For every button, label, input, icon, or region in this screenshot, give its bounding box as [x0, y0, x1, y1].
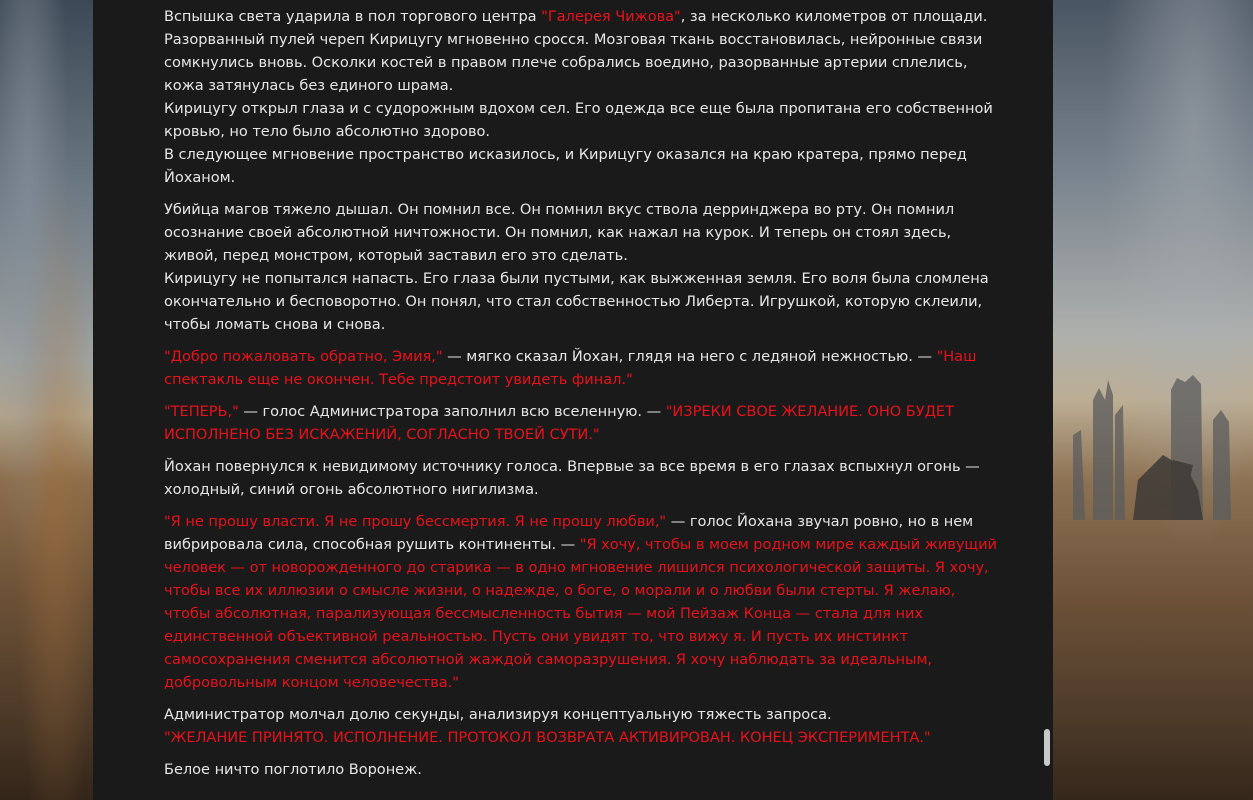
narration-text: Вспышка света ударила в пол торгового центра: [164, 8, 542, 25]
scrollbar[interactable]: [1042, 0, 1052, 800]
narration-text: , за несколько километров от площади.: [680, 8, 988, 25]
story-paragraph: [164, 758, 999, 781]
narration-text: Убийца магов тяжело дышал. Он помнил все. Он помнил вкус ствола дерринджера во рту. Он помнил осознание своей абсолютной ничтожности. Он помнил, как нажал на курок. И теперь он стоял здесь, живой, перед монстром, который заставил его это сделать.: [164, 201, 955, 264]
story-paragraph: [164, 455, 999, 501]
story-text: [164, 5, 999, 790]
highlighted-speech: "ЖЕЛАНИЕ ПРИНЯТО. ИСПОЛНЕНИЕ. ПРОТОКОЛ ВОЗВРАТА АКТИВИРОВАН. КОНЕЦ ЭКСПЕРИМЕНТА.": [164, 729, 931, 746]
story-paragraph: [164, 345, 999, 391]
story-text-panel: [93, 0, 1053, 800]
narration-text: Белое ничто поглотило Воронеж.: [164, 761, 422, 778]
highlighted-speech: "ТЕПЕРЬ,": [164, 403, 239, 420]
narration-text: Йохан повернулся к невидимому источнику голоса. Впервые за все время в его глазах вспыхнул огонь — холодный, синий огонь абсолютного нигилизма.: [164, 458, 980, 498]
highlighted-speech: "Я хочу, чтобы в моем родном мире каждый живущий человек — от новорожденного до старика — в одно мгновение лишился психологической защиты. Я хочу, чтобы все их иллюзии о смысле жизни, о надежде, о боге, о морали и о любви были стерты. Я желаю, чтобы абсолютная, парализующая бессмысленность бытия — мой Пейзаж Конца — стала для них единственной объективной реальностью. Пусть они увидят то, что вижу я. И пусть их инстинкт самосохранения сменится абсолютной жаждой саморазрушения. Я хочу наблюдать за идеальным, добровольным концом человечества.": [164, 536, 997, 691]
highlighted-speech: "Галерея Чижова": [541, 8, 681, 25]
narration-text: — голос Администратора заполнил всю вселенную. —: [238, 403, 666, 420]
narration-text: Администратор молчал долю секунды, анализируя концептуальную тяжесть запроса.: [164, 706, 832, 723]
story-paragraph: [164, 703, 999, 749]
ruined-city-silhouette: [1053, 360, 1253, 520]
scrollbar-thumb[interactable]: [1044, 729, 1050, 766]
narration-text: Разорванный пулей череп Кирицугу мгновенно сросся. Мозговая ткань восстановилась, нейронные связи сомкнулись вновь. Осколки костей в правом плече собрались воедино, разорванные артерии сплелись, кожа затянулась без единого шрама.: [164, 31, 983, 94]
narration-text: Кирицугу не попытался напасть. Его глаза были пустыми, как выжженная земля. Его воля была сломлена окончательно и бесповоротно. Он понял, что стал собственностью Либерта. Игрушкой, которую склеили, чтобы ломать снова и снова.: [164, 270, 989, 333]
narration-text: — голос Йохана звучал ровно, но в нем вибрировала сила, способная рушить континенты. —: [164, 513, 974, 553]
story-paragraph: [164, 5, 999, 189]
narration-text: В следующее мгновение пространство исказилось, и Кирицугу оказался на краю кратера, прямо перед Йоханом.: [164, 146, 967, 186]
highlighted-speech: "ИЗРЕКИ СВОЕ ЖЕЛАНИЕ. ОНО БУДЕТ ИСПОЛНЕНО БЕЗ ИСКАЖЕНИЙ, СОГЛАСНО ТВОЕЙ СУТИ.": [164, 403, 954, 443]
highlighted-speech: "Добро пожаловать обратно, Эмия,": [164, 348, 443, 365]
narration-text: — мягко сказал Йохан, глядя на него с ледяной нежностью. —: [442, 348, 937, 365]
narration-text: Кирицугу открыл глаза и с судорожным вдохом сел. Его одежда все еще была пропитана его собственной кровью, но тело было абсолютно здорово.: [164, 100, 993, 140]
highlighted-speech: "Я не прошу власти. Я не прошу бессмертия. Я не прошу любви,": [164, 513, 667, 530]
story-paragraph: [164, 198, 999, 336]
background-wasteland-left: [0, 0, 93, 800]
story-paragraph: [164, 400, 999, 446]
story-paragraph: [164, 510, 999, 694]
highlighted-speech: "Наш спектакль еще не окончен. Тебе предстоит увидеть финал.": [164, 348, 977, 388]
